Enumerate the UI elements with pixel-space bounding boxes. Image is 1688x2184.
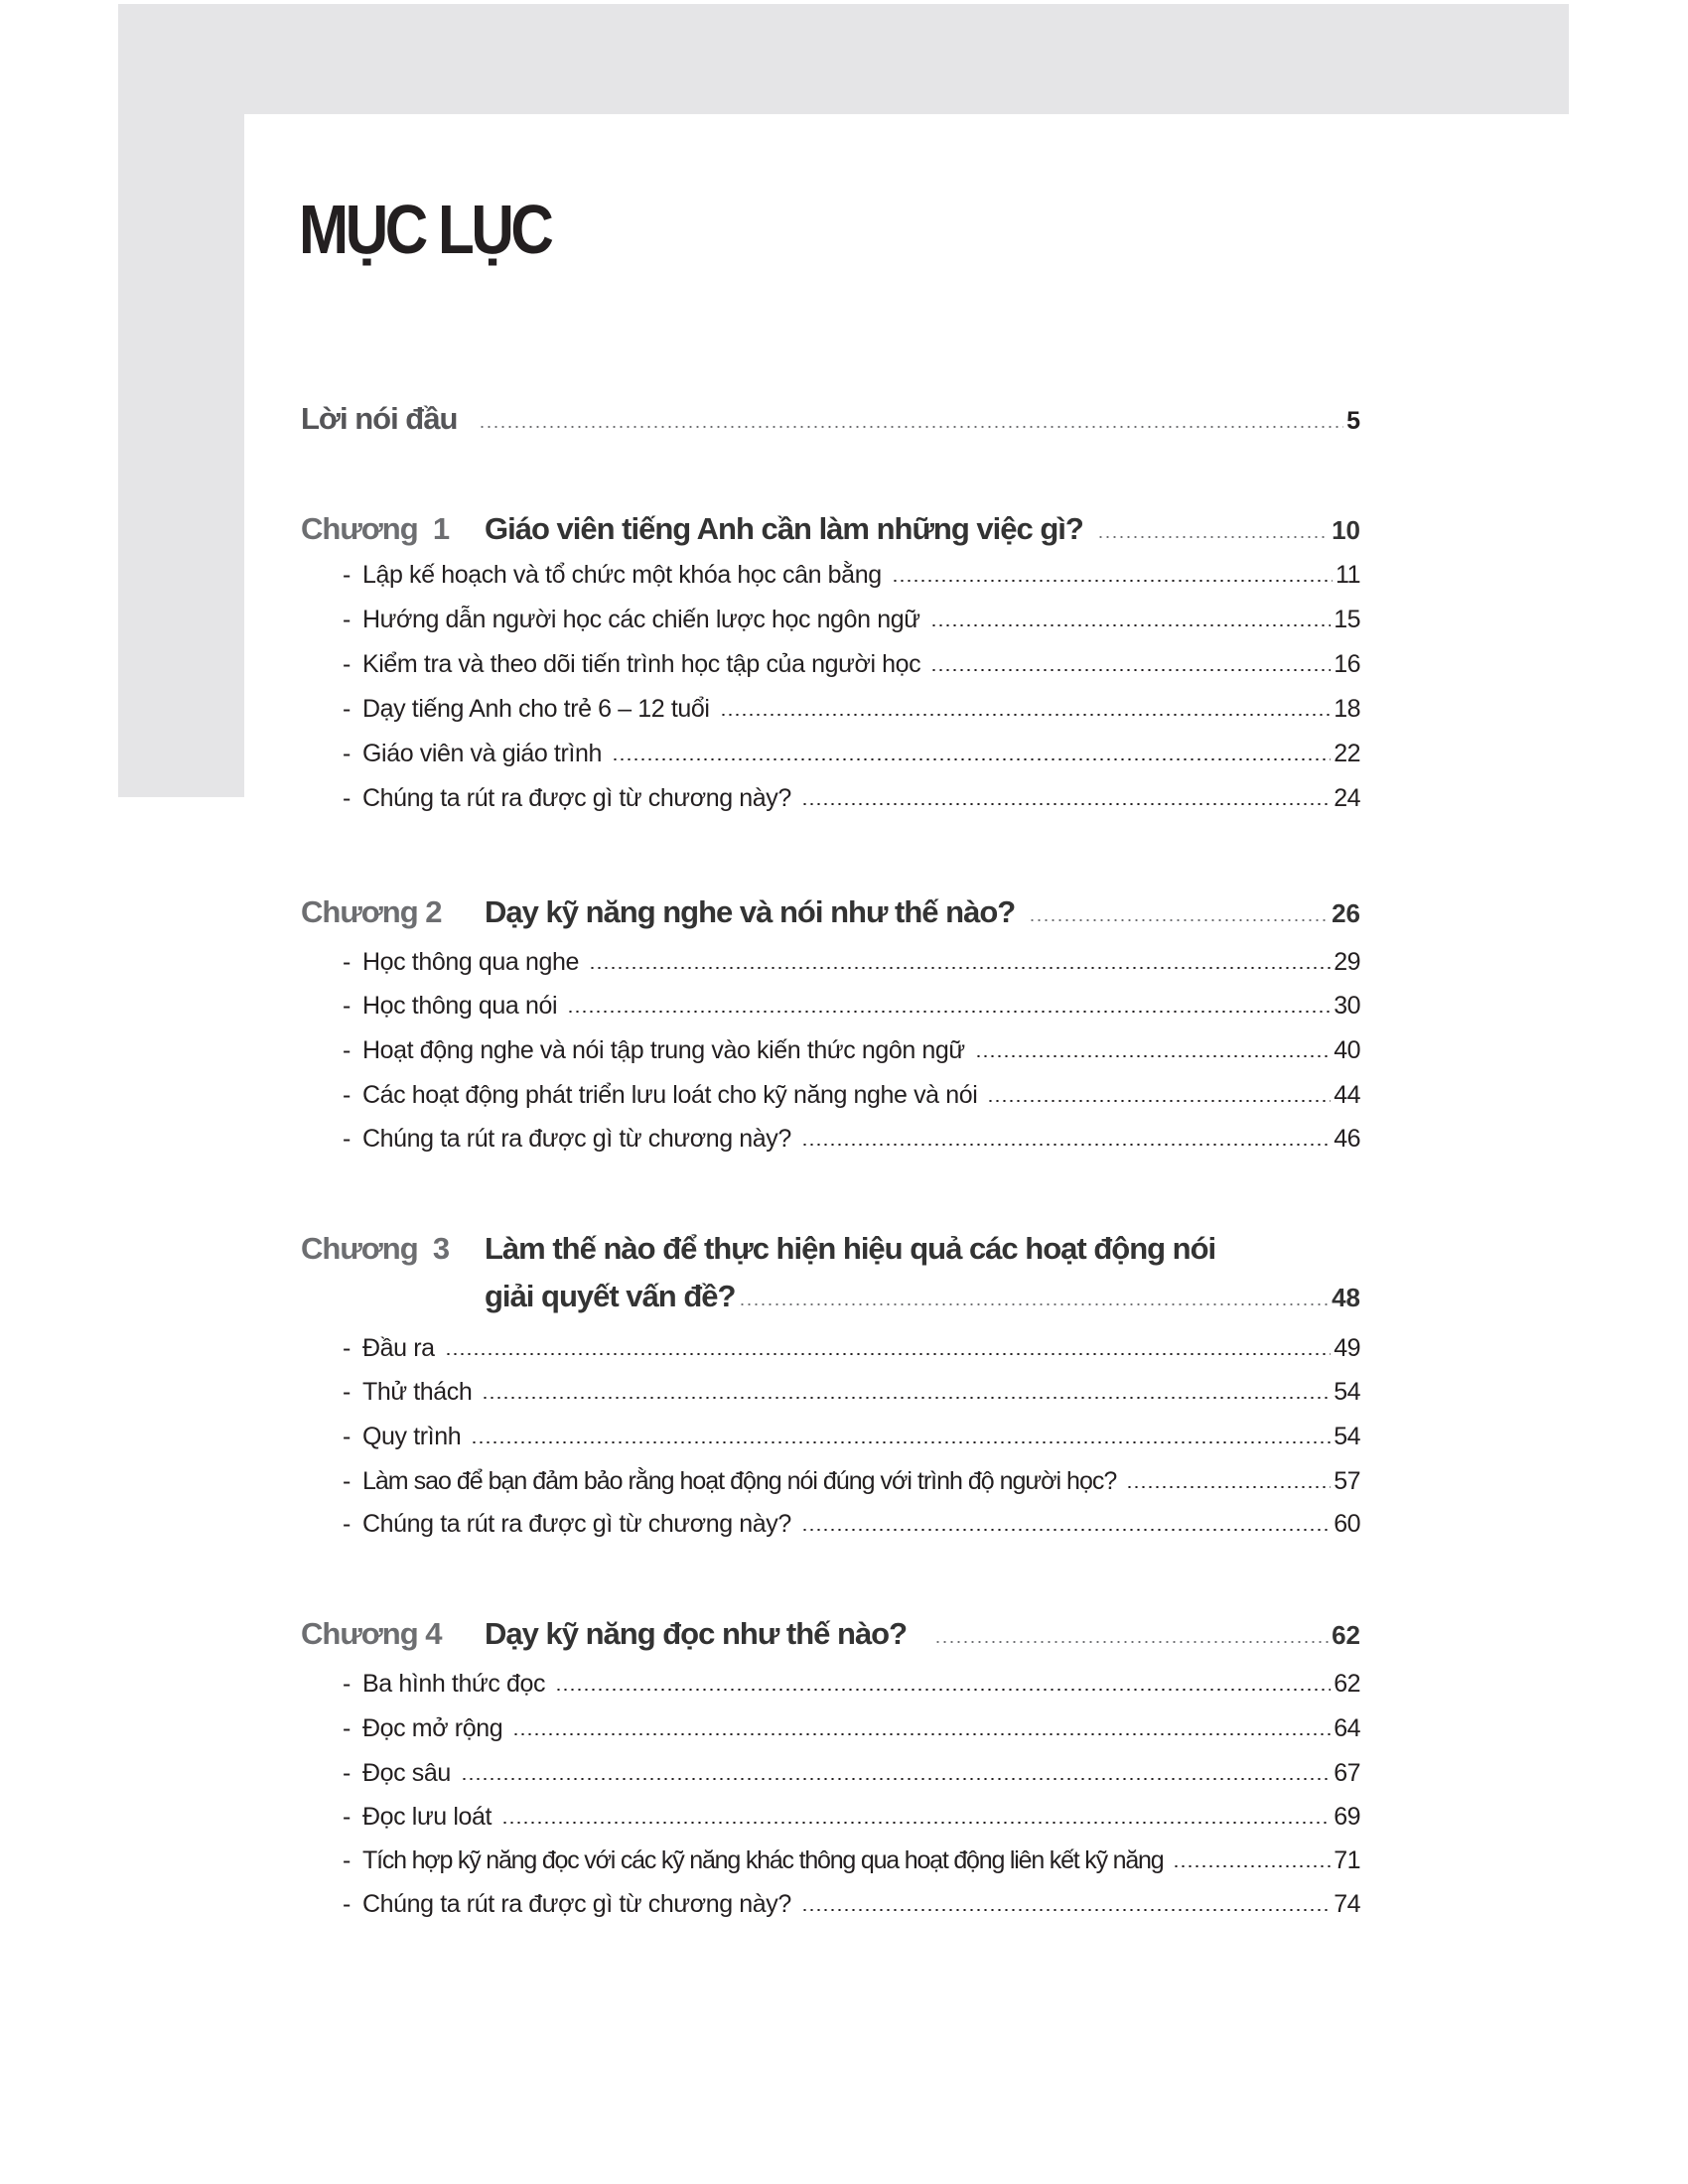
bullet-dash: - xyxy=(343,1378,352,1406)
toc-item-label: Giáo viên và giáo trình xyxy=(362,740,602,767)
dot-leader xyxy=(461,1778,1331,1780)
dot-leader xyxy=(471,1441,1331,1443)
dot-leader xyxy=(801,803,1331,805)
toc-page-number: 69 xyxy=(1334,1803,1360,1831)
toc-item-label: Học thông qua nghe xyxy=(362,948,579,976)
toc-page-number: 22 xyxy=(1334,740,1360,767)
toc-item[interactable] xyxy=(343,948,1360,977)
dot-leader xyxy=(1173,1865,1331,1867)
toc-item-label: Làm sao để bạn đảm bảo rằng hoạt động nói đúng với trình độ người học? xyxy=(362,1467,1117,1495)
bullet-dash: - xyxy=(343,784,352,812)
toc-item-label: Chúng ta rút ra được gì từ chương này? xyxy=(362,1890,791,1918)
toc-item-label: Đọc mở rộng xyxy=(362,1714,503,1742)
toc-page-number: 24 xyxy=(1334,784,1360,812)
dot-leader xyxy=(555,1689,1331,1691)
toc-item[interactable] xyxy=(343,1423,1360,1451)
toc-item[interactable] xyxy=(343,740,1360,768)
toc-page-number: 10 xyxy=(1332,515,1360,545)
dot-leader xyxy=(1029,919,1329,921)
chapter-title: Dạy kỹ năng nghe và nói như thế nào? xyxy=(485,894,1016,929)
chapter-title: Dạy kỹ năng đọc như thế nào? xyxy=(485,1616,908,1651)
toc-page-number: 64 xyxy=(1334,1714,1360,1742)
toc-item-label: Đọc sâu xyxy=(362,1759,451,1787)
toc-item[interactable] xyxy=(343,695,1360,724)
toc-item[interactable] xyxy=(343,1378,1360,1407)
toc-item-label: Đầu ra xyxy=(362,1334,435,1362)
toc-page-number: 67 xyxy=(1334,1759,1360,1787)
bullet-dash: - xyxy=(343,1890,352,1918)
toc-item[interactable] xyxy=(343,1846,1360,1875)
page-title: MỤC LỤC xyxy=(299,191,551,268)
chapter-title-line1: Làm thế nào để thực hiện hiệu quả các hoạt động nói xyxy=(485,1231,1216,1266)
toc-item[interactable] xyxy=(343,1510,1360,1539)
toc-page-number: 57 xyxy=(1334,1467,1360,1495)
dot-leader xyxy=(892,580,1333,582)
toc-page-number: 44 xyxy=(1334,1081,1360,1109)
bullet-dash: - xyxy=(343,1036,352,1064)
toc-item-label: Lập kế hoạch và tổ chức một khóa học cân bằng xyxy=(362,561,882,589)
toc-page-number: 16 xyxy=(1334,650,1360,678)
toc-item-label: Chúng ta rút ra được gì từ chương này? xyxy=(362,1125,791,1153)
dot-leader xyxy=(512,1733,1331,1735)
toc-chapter-3-heading-continued[interactable] xyxy=(485,1279,1360,1314)
bullet-dash: - xyxy=(343,1081,352,1109)
bullet-dash: - xyxy=(343,1803,352,1831)
decorative-gray-band-top xyxy=(118,4,1569,114)
toc-item-label: Hoạt động nghe và nói tập trung vào kiến thức ngôn ngữ xyxy=(362,1036,965,1064)
toc-page-number: 74 xyxy=(1334,1890,1360,1918)
dot-leader xyxy=(934,1641,1329,1643)
bullet-dash: - xyxy=(343,1759,352,1787)
toc-item-label: Ba hình thức đọc xyxy=(362,1670,546,1698)
toc-page-number: 60 xyxy=(1334,1510,1360,1538)
toc-item[interactable] xyxy=(343,1334,1360,1363)
chapter-title-line2: giải quyết vấn đề? xyxy=(485,1279,736,1313)
bullet-dash: - xyxy=(343,561,352,589)
toc-entry-label: Lời nói đầu xyxy=(301,401,458,436)
bullet-dash: - xyxy=(343,1714,352,1742)
toc-item-label: Quy trình xyxy=(362,1423,462,1450)
toc-page-number: 49 xyxy=(1334,1334,1360,1362)
toc-item[interactable] xyxy=(343,650,1360,679)
dot-leader xyxy=(987,1100,1331,1102)
toc-chapter-1-heading[interactable] xyxy=(301,511,1360,547)
chapter-number: Chương 2 xyxy=(301,894,442,929)
bullet-dash: - xyxy=(343,650,352,678)
toc-page-number: 54 xyxy=(1334,1423,1360,1450)
bullet-dash: - xyxy=(343,1510,352,1538)
chapter-number: Chương 1 xyxy=(301,511,450,546)
bullet-dash: - xyxy=(343,1334,352,1362)
bullet-dash: - xyxy=(343,1670,352,1698)
toc-item-label: Tích hợp kỹ năng đọc với các kỹ năng khác thông qua hoạt động liên kết kỹ năng xyxy=(362,1846,1164,1874)
toc-item-label: Thử thách xyxy=(362,1378,473,1406)
chapter-title: Giáo viên tiếng Anh cần làm những việc gì? xyxy=(485,511,1083,546)
toc-item[interactable] xyxy=(343,1803,1360,1832)
toc-page-number: 62 xyxy=(1334,1670,1360,1698)
toc-page-number: 15 xyxy=(1334,606,1360,633)
toc-page-number: 29 xyxy=(1334,948,1360,976)
bullet-dash: - xyxy=(343,695,352,723)
toc-page-number: 11 xyxy=(1336,561,1360,589)
toc-page-number: 5 xyxy=(1346,407,1360,435)
toc-item-label: Chúng ta rút ra được gì từ chương này? xyxy=(362,1510,791,1538)
toc-page-number: 62 xyxy=(1332,1620,1360,1650)
dot-leader xyxy=(739,1303,1329,1305)
bullet-dash: - xyxy=(343,1846,352,1874)
toc-page-number: 26 xyxy=(1332,898,1360,928)
dot-leader xyxy=(801,1144,1331,1146)
toc-item-label: Kiểm tra và theo dõi tiến trình học tập của người học xyxy=(362,650,921,678)
bullet-dash: - xyxy=(343,1423,352,1450)
toc-item[interactable] xyxy=(343,992,1360,1021)
toc-entry-preface[interactable] xyxy=(301,401,1360,437)
dot-leader xyxy=(501,1822,1331,1824)
bullet-dash: - xyxy=(343,1467,352,1495)
toc-item[interactable] xyxy=(343,784,1360,813)
toc-item-label: Học thông qua nói xyxy=(362,992,558,1020)
toc-page-number: 46 xyxy=(1334,1125,1360,1153)
chapter-number: Chương 4 xyxy=(301,1616,442,1651)
dot-leader xyxy=(445,1353,1332,1355)
dot-leader xyxy=(589,967,1331,969)
bullet-dash: - xyxy=(343,992,352,1020)
toc-item-label: Hướng dẫn người học các chiến lược học ngôn ngữ xyxy=(362,606,920,633)
bullet-dash: - xyxy=(343,740,352,767)
bullet-dash: - xyxy=(343,948,352,976)
toc-item[interactable] xyxy=(343,1714,1360,1743)
toc-page-number: 30 xyxy=(1334,992,1360,1020)
toc-chapter-3-heading[interactable] xyxy=(301,1231,1360,1267)
dot-leader xyxy=(801,1529,1331,1531)
toc-chapter-2-heading[interactable] xyxy=(301,894,1360,930)
dot-leader xyxy=(567,1011,1331,1013)
dot-leader xyxy=(930,669,1331,671)
toc-item[interactable] xyxy=(343,1670,1360,1699)
toc-chapter-4-heading[interactable] xyxy=(301,1616,1360,1652)
chapter-number: Chương 3 xyxy=(301,1231,450,1266)
decorative-gray-band-left xyxy=(118,4,244,797)
dot-leader xyxy=(975,1055,1331,1057)
toc-item[interactable] xyxy=(343,606,1360,634)
dot-leader xyxy=(479,426,1343,428)
toc-item-label: Các hoạt động phát triển lưu loát cho kỹ năng nghe và nói xyxy=(362,1081,978,1109)
dot-leader xyxy=(801,1909,1331,1911)
toc-item[interactable] xyxy=(343,1036,1360,1065)
dot-leader xyxy=(612,758,1331,760)
toc-page-number: 54 xyxy=(1334,1378,1360,1406)
toc-item[interactable] xyxy=(343,1081,1360,1110)
toc-item[interactable] xyxy=(343,1759,1360,1788)
dot-leader xyxy=(1097,536,1329,538)
toc-item-label: Chúng ta rút ra được gì từ chương này? xyxy=(362,784,791,812)
toc-item[interactable] xyxy=(343,1467,1360,1496)
toc-item[interactable] xyxy=(343,561,1360,590)
toc-page-number: 40 xyxy=(1334,1036,1360,1064)
toc-page-number: 71 xyxy=(1334,1846,1360,1874)
bullet-dash: - xyxy=(343,1125,352,1153)
toc-item[interactable] xyxy=(343,1890,1360,1919)
toc-page-number: 48 xyxy=(1332,1283,1360,1312)
dot-leader xyxy=(1126,1486,1331,1488)
dot-leader xyxy=(720,714,1332,716)
toc-page-number: 18 xyxy=(1334,695,1360,723)
toc-item-label: Đọc lưu loát xyxy=(362,1803,492,1831)
dot-leader xyxy=(930,624,1332,626)
toc-item[interactable] xyxy=(343,1125,1360,1154)
dot-leader xyxy=(482,1397,1331,1399)
toc-item-label: Dạy tiếng Anh cho trẻ 6 – 12 tuổi xyxy=(362,695,710,723)
bullet-dash: - xyxy=(343,606,352,633)
